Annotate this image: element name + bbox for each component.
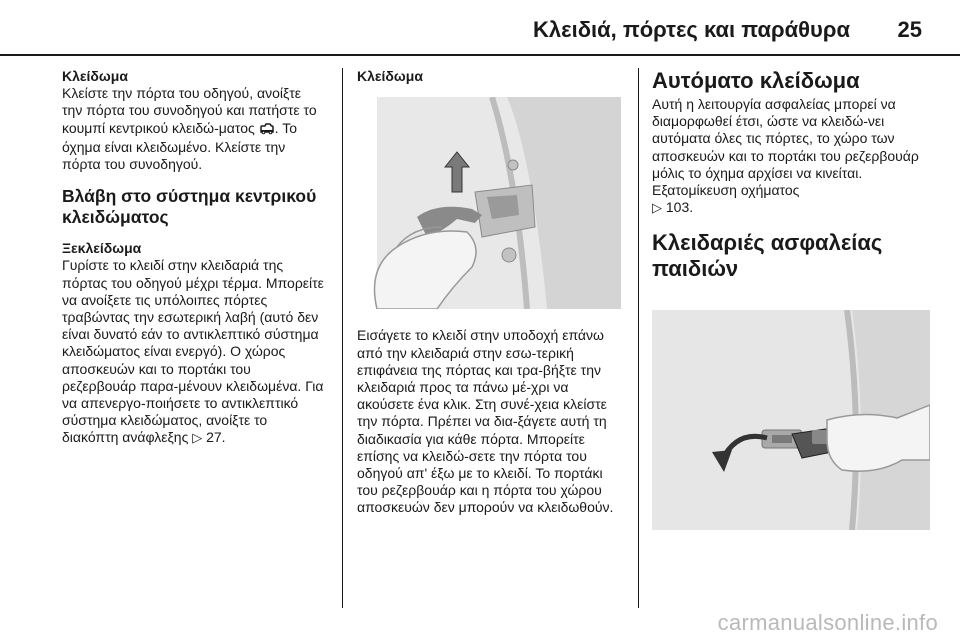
subheading-locking-2: Κλείδωμα — [357, 68, 423, 84]
page-ref-arrow-icon: ▷ — [192, 430, 203, 446]
column-1 — [62, 68, 324, 447]
page-number: 25 — [897, 17, 922, 42]
column-2 — [357, 68, 623, 517]
paragraph-locking-text-b: . Το όχημα είναι κλειδωμένο. Κλείστε την πόρτα του συνοδηγού. — [62, 119, 297, 173]
column-3 — [652, 68, 930, 549]
paragraph-auto-locking-text: Αυτή η λειτουργία ασφαλείας μπορεί να διαμορφωθεί έτσι, ώστε να κλειδώ-νει αυτόματα όλες τις πόρτες, το χώρο των αποσκευών και το πορτάκι του ρεζερβουάρ μόλις το όχημα αρχίσει να κινείται. Εξατομίκευση οχήματος — [652, 96, 919, 199]
column-divider-2 — [638, 68, 639, 608]
subheading-locking: Κλείδωμα — [62, 68, 128, 84]
subheading-unlocking: Ξεκλείδωμα — [62, 240, 142, 257]
paragraph-unlocking — [62, 257, 324, 446]
paragraph-unlocking-text: Γυρίστε το κλειδί στην κλειδαριά της πόρτας του οδηγού μέχρι τέρμα. Μπορείτε να ανοίξετε τις υπόλοιπες πόρτες τραβώντας την εσωτερική λαβή (αυτό δεν είναι δυνατό εάν το αντικλεπτικό σύστημα κλειδώματος είναι ενεργό). Ο χώρος αποσκευών και το πορτάκι του ρεζερβουάρ παρα-μένουν κλειδωμένα. Για να απενεργο-ποιήσετε το αντικλεπτικό σύστημα κλειδώματος, ανοίξτε το διακόπτη ανάφλεξης — [62, 257, 324, 446]
paragraph-locking — [62, 85, 324, 173]
page-ref: 27. — [206, 429, 226, 446]
child-lock-key-illustration — [652, 310, 930, 530]
page-ref-arrow-icon-2: ▷ — [652, 200, 662, 216]
paragraph-locking-text-a: Κλείστε την πόρτα του οδηγού, ανοίξτε την πόρτα του συνοδηγού και πατήστε το κουμπί κεντρικού κλειδώ-ματος — [62, 85, 317, 136]
watermark: carmanualsonline.info — [717, 610, 938, 635]
lock-button-icon — [259, 121, 275, 139]
heading-child-safety-locks: Κλειδαριές ασφαλείας παιδιών — [652, 230, 883, 282]
column-divider-1 — [342, 68, 343, 608]
door-lock-key-illustration — [357, 97, 621, 309]
page-title: Κλειδιά, πόρτες και παράθυρα — [533, 17, 850, 42]
page-ref-2: 103. — [665, 199, 694, 216]
paragraph-locking-instructions: Εισάγετε το κλειδί στην υποδοχή επάνω από την κλειδαριά στην εσω-τερική επιφάνεια της πόρτας και τρα-βήξτε την κλειδαριά προς τα πάνω μέ-χρι να ακούσετε ένα κλικ. Στη συνέ-χεια κλείστε την πόρτα. Πρέπει να δια-ξάγετε αυτή τη διαδικασία για κάθε πόρτα. Μπορείτε επίσης να κλειδώ-σετε την πόρτα του οδηγού απ' έξω με το κλειδί. Το πορτάκι του ρεζερβουάρ και η πόρτα του χώρου αποσκευών δεν μπορούν να κλειδωθούν. — [357, 327, 614, 516]
heading-auto-locking: Αυτόματο κλείδωμα — [652, 68, 860, 93]
heading-central-locking-failure: Βλάβη στο σύστημα κεντρικού κλειδώματος — [62, 186, 317, 228]
page-header — [0, 0, 960, 62]
header-rule — [0, 54, 960, 56]
paragraph-auto-locking — [652, 96, 930, 216]
